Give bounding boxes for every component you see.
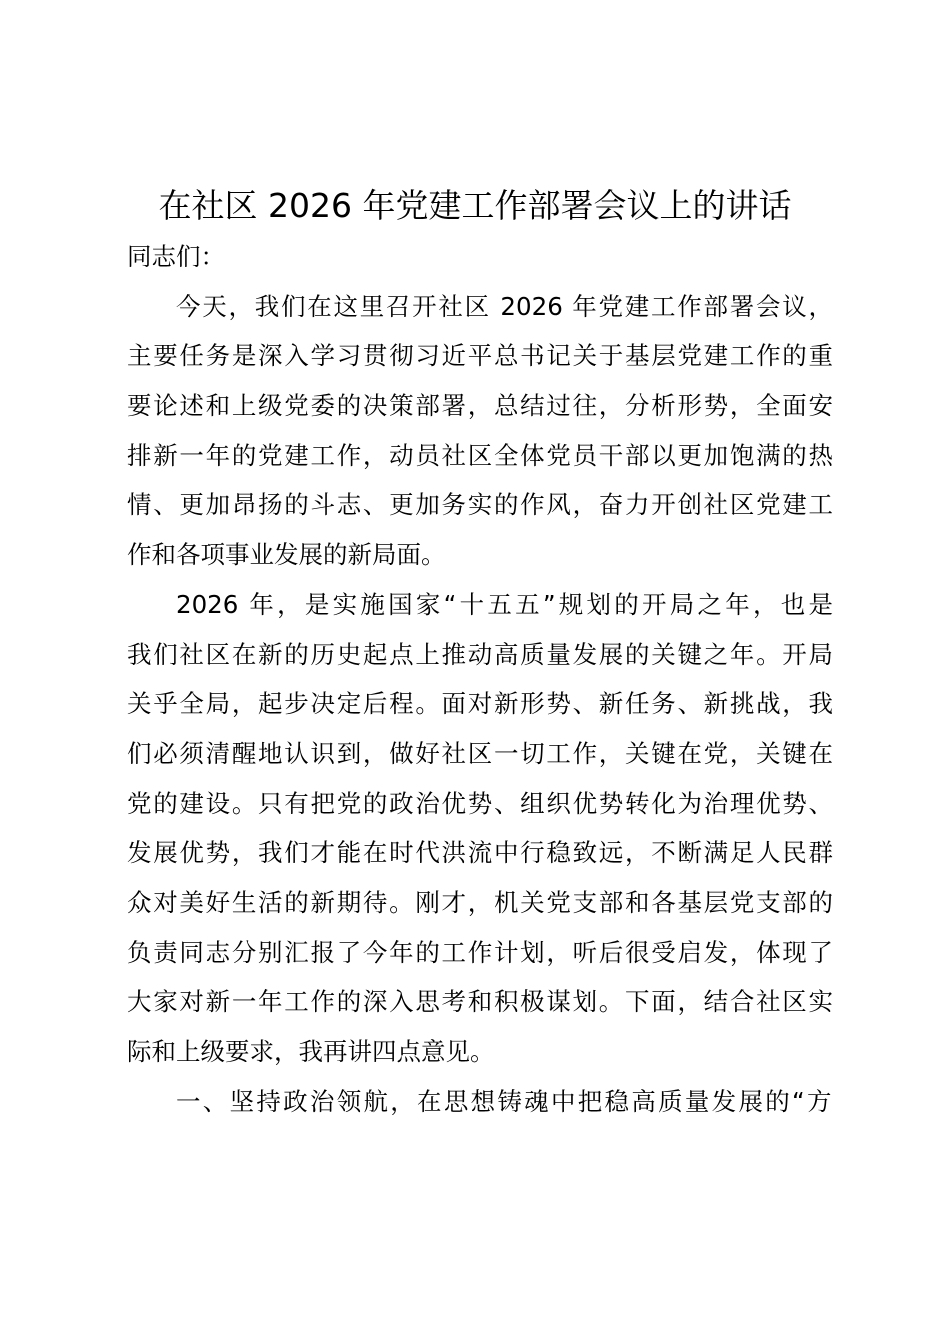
paragraph-line: 主要任务是深入学习贯彻习近平总书记关于基层党建工作的重 bbox=[127, 341, 833, 371]
paragraph-line: 今天，我们在这里召开社区 2026 年党建工作部署会议， bbox=[176, 291, 833, 321]
paragraph-line: 情、更加昂扬的斗志、更加务实的作风，奋力开创社区党建工 bbox=[127, 490, 833, 520]
paragraph-line: 众对美好生活的新期待。刚才，机关党支部和各基层党支部的 bbox=[127, 887, 833, 917]
paragraph-line: 2026 年，是实施国家“十五五”规划的开局之年，也是 bbox=[176, 589, 833, 619]
section-heading-line: 一、坚持政治领航，在思想铸魂中把稳高质量发展的“方 bbox=[176, 1086, 833, 1116]
paragraph-line: 负责同志分别汇报了今年的工作计划，听后很受启发，体现了 bbox=[127, 937, 833, 967]
paragraph-line: 际和上级要求，我再讲四点意见。 bbox=[127, 1037, 495, 1066]
paragraph-line: 党的建设。只有把党的政治优势、组织优势转化为治理优势、 bbox=[127, 788, 833, 818]
paragraph-line: 要论述和上级党委的决策部署，总结过往，分析形势，全面安 bbox=[127, 391, 833, 421]
salutation: 同志们： bbox=[127, 242, 225, 271]
paragraph-line: 关乎全局，起步决定后程。面对新形势、新任务、新挑战，我 bbox=[127, 689, 833, 719]
paragraph-line: 排新一年的党建工作，动员社区全体党员干部以更加饱满的热 bbox=[127, 440, 833, 470]
document-body bbox=[127, 232, 833, 1126]
paragraph-lines bbox=[127, 282, 833, 1127]
paragraph-line: 作和各项事业发展的新局面。 bbox=[127, 540, 446, 570]
paragraph-line: 我们社区在新的历史起点上推动高质量发展的关键之年。开局 bbox=[127, 639, 833, 669]
document-title: 在社区 2026 年党建工作部署会议上的讲话 bbox=[158, 186, 792, 225]
paragraph-line: 大家对新一年工作的深入思考和积极谋划。下面，结合社区实 bbox=[127, 987, 833, 1017]
paragraph-line: 发展优势，我们才能在时代洪流中行稳致远，不断满足人民群 bbox=[127, 838, 833, 868]
paragraph-line: 们必须清醒地认识到，做好社区一切工作，关键在党，关键在 bbox=[127, 738, 833, 768]
